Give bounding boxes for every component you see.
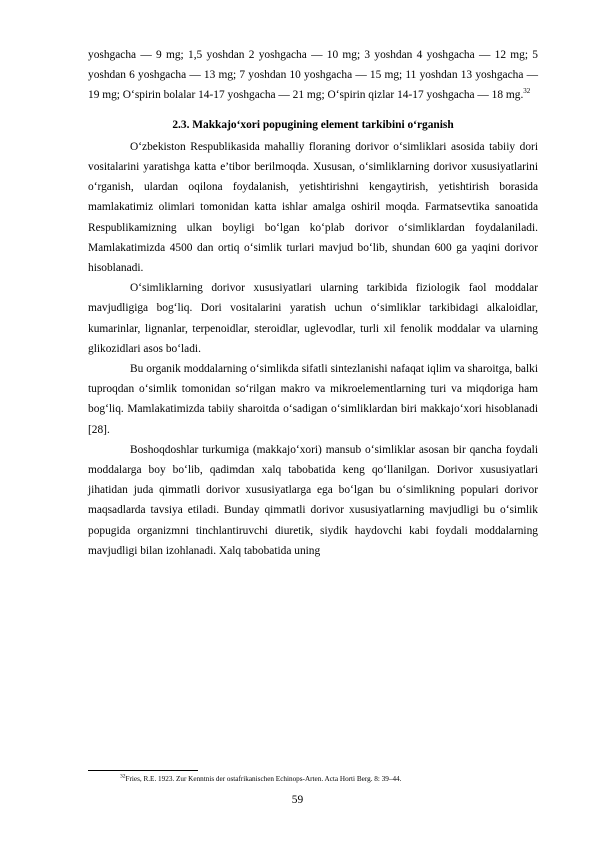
footnote-divider	[88, 770, 198, 771]
paragraph-2: O‘simliklarning dorivor xususiyatlari ularning tarkibida fiziologik faol moddalar mavjudligiga bog‘liq. Dori vositalarini yaratish uchun o‘simliklar tarkibidagi alkaloidlar, kumarinlar, lignanlar, terpenoidlar, steroidlar, uglevodlar, turli xil fenolik moddalar va ularning glikozidlari asos bo‘ladi.	[88, 282, 538, 355]
intro-text: yoshgacha — 9 mg; 1,5 yoshdan 2 yoshgacha — 10 mg; 3 yoshdan 4 yoshgacha — 12 mg; 5 yoshdan 6 yoshgacha — 13 mg; 7 yoshdan 10 yoshgacha — 15 mg; 11 yoshdan 13 yoshgacha — 19 mg; O‘spirin bolalar 14-17 yoshgacha — 21 mg; O‘spirin qizlar 14-17 yoshgacha — 18 mg.	[88, 49, 538, 102]
footnote-number: 32	[120, 773, 126, 780]
footnote-reference: 32	[523, 87, 531, 96]
footnote-text: Fries, R.E. 1923. Zur Kenntnis der ostafrikanischen Echinops-Arten. Acta Horti Berg. 8: 39–44.	[125, 775, 402, 783]
paragraph-4: Boshoqdoshlar turkumiga (makkajo‘xori) mansub o‘simliklar asosan bir qancha foydali moddalarga boy bo‘lib, qadimdan xalq tabobatida keng qo‘llanilgan. Dorivor xususiyatlari jihatidan juda qimmatli dorivor xususiyatlarga ega bo‘lgan bu o‘simlikning populari dorivor maqsadlarda tavsiya etiladi. Bunday qimmatli dorivor xususiyatlarning mavjudligi bu o‘simlik popugida organizmni tinchlantiruvchi diuretik, siydik haydovchi kabi foydali moddalarning mavjudligi bilan izohlanadi. Xalq tabobatida uning	[88, 443, 538, 557]
page-number: 59	[291, 794, 304, 806]
body-text	[88, 45, 538, 561]
paragraph-3: Bu organik moddalarning o‘simlikda sifatli sintezlanishi nafaqat iqlim va sharoitga, balki tuproqdan o‘simlik tomonidan so‘rilgan makro va mikroelementlarning turi va miqdoriga ham bog‘liq. Mamlakatimizda tabiiy sharoitda o‘sadigan o‘simliklardan biri makkajo‘xori hisoblanadi [28].	[88, 363, 538, 436]
section-heading: 2.3. Makkajo‘xori popugining element tarkibini o‘rganish	[172, 118, 454, 131]
intro-paragraph	[88, 45, 538, 106]
paragraph-1: O‘zbekiston Respublikasida mahalliy floraning dorivor o‘simliklari asosida tabiiy dori vositalarini yaratishga katta e’tibor berilmoqda. Xususan, o‘simliklarning dorivor xususiyatlarini o‘rganish, ulardan oqilona foydalanish, yetishtirishni kengaytirish, yetishtirish borasida mamlakatimiz olimlari tomonidan katta ishlar amalga oshiril moqda. Farmatsevtika sanoatida Respublikamizning ulkan boyligi bo‘lgan ko‘plab dorivor o‘simliklardan foydalaniladi. Mamlakatimizda 4500 dan ortiq o‘simlik turlari mavjud bo‘lib, shundan 600 ga yaqini dorivor hisoblanadi.	[88, 140, 538, 275]
footnote	[120, 774, 540, 784]
